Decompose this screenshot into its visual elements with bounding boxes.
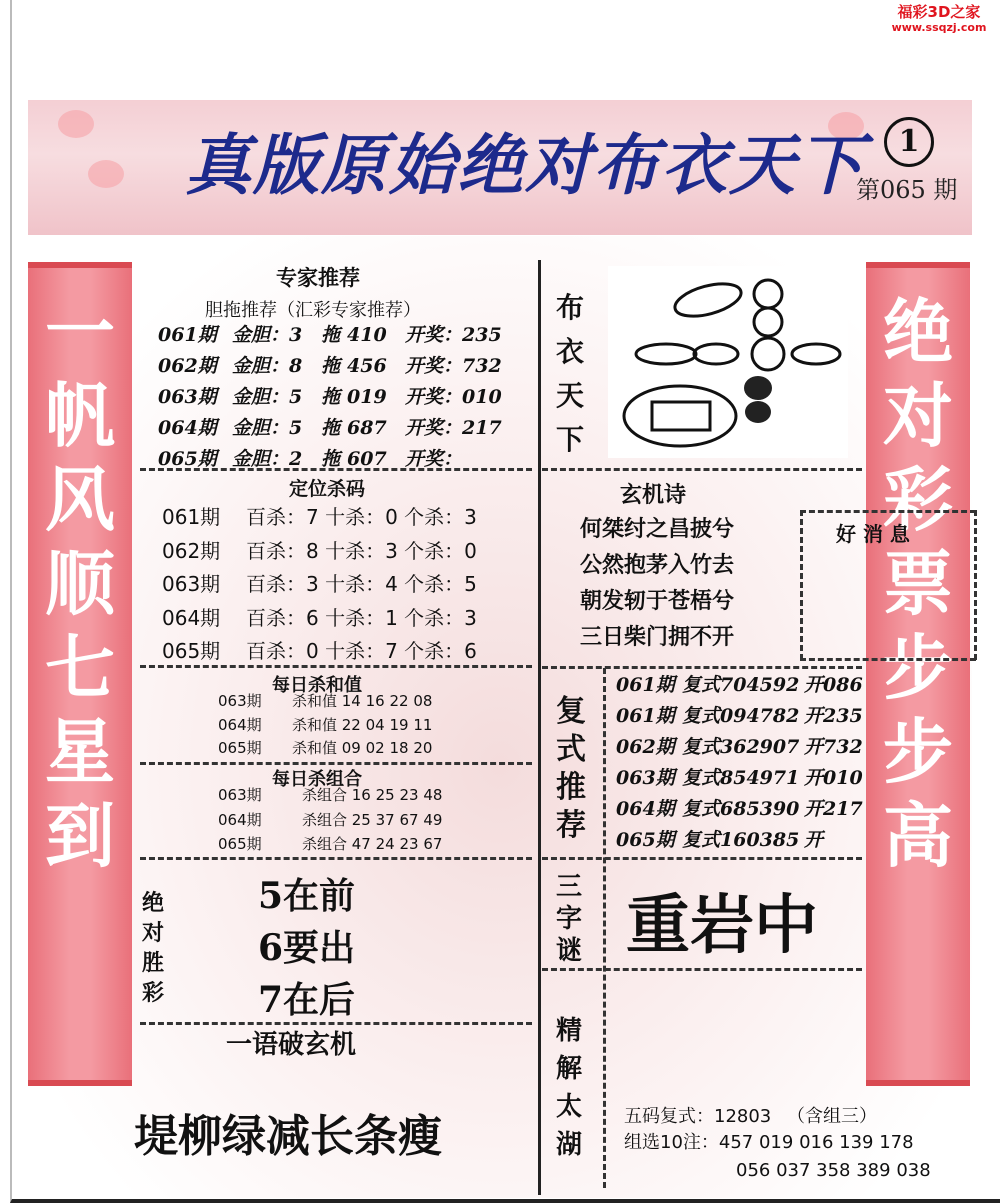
- expert-dan-label: 金胆：: [232, 448, 290, 470]
- daily-combo-heading: 每日杀组合: [272, 769, 362, 790]
- expert-kj-label: 开奖：: [405, 386, 463, 408]
- expert-row: [158, 444, 462, 471]
- couplet-char: 风: [45, 458, 115, 541]
- expert-kj: 235: [462, 324, 502, 346]
- site-name: 福彩3D之家: [897, 3, 981, 21]
- couplet-char: 七: [45, 626, 115, 709]
- expert-dan: 8: [289, 355, 303, 377]
- poem-line: 何桀纣之昌披兮: [580, 516, 735, 542]
- compound-kj-label: 开: [804, 705, 824, 727]
- section-divider: [140, 665, 532, 668]
- vertical-label-char: 下: [556, 423, 585, 456]
- couplet-char: 一: [45, 290, 115, 373]
- pk-values: 百杀：8 十杀：3 个杀：0: [246, 538, 477, 563]
- good-news-border: [800, 510, 803, 660]
- vertical-label-char: 三: [556, 872, 583, 902]
- expert-dan: 5: [289, 386, 303, 408]
- compound-row: [616, 701, 863, 728]
- couplet-char: 彩: [883, 458, 953, 541]
- vertical-label-char: 谜: [556, 936, 583, 966]
- compound-period: 061期: [616, 674, 675, 696]
- section-divider: [542, 857, 862, 860]
- compound-period: 062期: [616, 736, 675, 758]
- couplet-char: 对: [883, 374, 953, 457]
- sure-win-char: 绝: [142, 891, 165, 916]
- compound-kj-label: 开: [804, 736, 824, 758]
- five-code-note: （含组三）: [787, 1106, 877, 1127]
- expert-row: [158, 320, 502, 347]
- small-row-period: 063期: [218, 692, 262, 710]
- pk-period: 064期: [162, 605, 221, 630]
- expert-tuo: 456: [347, 355, 387, 377]
- couplet-char: 到: [45, 794, 115, 877]
- pk-period: 065期: [162, 639, 221, 663]
- small-row-period: 064期: [218, 810, 262, 829]
- expert-dan-label: 金胆：: [232, 417, 290, 439]
- expert-dan: 2: [289, 448, 303, 470]
- pk-period: 061期: [162, 505, 221, 529]
- group-row: [624, 1128, 914, 1154]
- good-news-border: [974, 510, 977, 660]
- compound-nums: 854971: [720, 767, 800, 789]
- expert-kj-label: 开奖：: [405, 324, 463, 346]
- expert-tuo-label: 拖: [321, 386, 341, 408]
- sure-win-line: 7在后: [258, 979, 356, 1021]
- compound-period: 065期: [616, 829, 675, 851]
- group-line-1: 457 019 016 139 178: [718, 1132, 914, 1153]
- left-couplet-text: [28, 290, 132, 878]
- small-row-period: 065期: [218, 835, 262, 853]
- small-row-values: 杀和值 09 02 18 20: [292, 739, 433, 757]
- buyi-picture: [608, 266, 848, 458]
- center-divider: [538, 260, 541, 1195]
- compound-period: 063期: [616, 767, 675, 789]
- five-code-value: 12803: [714, 1106, 772, 1127]
- compound-kj-label: 开: [804, 829, 824, 851]
- pk-values: 百杀：7 十杀：0 个杀：3: [246, 505, 477, 529]
- compound-row: [616, 670, 863, 697]
- lantern-decoration: [58, 110, 94, 138]
- section-divider: [542, 666, 862, 669]
- pk-values: 百杀：3 十杀：4 个杀：5: [246, 572, 477, 596]
- section-divider: [140, 468, 532, 471]
- position-kill-row: [162, 535, 477, 564]
- group-label: 组选10注：: [624, 1132, 719, 1153]
- expert-dan: 3: [289, 324, 303, 346]
- compound-kj-label: 开: [804, 674, 824, 696]
- good-news-border: [800, 658, 976, 661]
- compound-nums: 160385: [720, 829, 800, 851]
- compound-period: 061期: [616, 705, 675, 727]
- sure-win-line: 6要出: [258, 927, 356, 969]
- pk-period: 062期: [162, 538, 221, 563]
- vertical-label-char: 湖: [556, 1130, 583, 1160]
- expert-tuo-label: 拖: [321, 417, 341, 439]
- expert-dan-label: 金胆：: [232, 386, 290, 408]
- couplet-char: 绝: [883, 290, 953, 373]
- sure-win-char: 彩: [142, 981, 165, 1006]
- position-kill-row: [162, 635, 477, 664]
- poem-heading: 玄机诗: [620, 482, 687, 508]
- section-divider: [542, 968, 862, 971]
- compound-row: [616, 732, 863, 759]
- small-row-values: 杀和值 14 16 22 08: [292, 692, 433, 710]
- couplet-char: 步: [883, 626, 953, 709]
- poem-line: 三日柴门拥不开: [580, 624, 735, 650]
- compound-row: [616, 763, 863, 790]
- vertical-label-char: 推: [556, 770, 586, 805]
- issue-label: 第065 期: [856, 176, 958, 204]
- expert-period: 064期: [158, 417, 217, 439]
- expert-kj-label: 开奖：: [405, 448, 463, 470]
- position-kill-row: [162, 602, 477, 631]
- good-news-border: [800, 510, 976, 513]
- vertical-label-char: 太: [556, 1092, 583, 1122]
- five-code-row: [624, 1102, 877, 1128]
- small-row-values: 杀组合 25 37 67 49: [302, 810, 443, 829]
- position-kill-row: [162, 568, 477, 597]
- expert-tuo: 687: [347, 417, 387, 439]
- five-code-label: 五码复式：: [624, 1106, 714, 1127]
- expert-kj-label: 开奖：: [405, 355, 463, 377]
- compound-label-text: 复式: [682, 674, 721, 696]
- compound-kj: 010: [823, 767, 863, 789]
- expert-dan-label: 金胆：: [232, 324, 290, 346]
- compound-kj: 235: [823, 705, 863, 727]
- expert-tuo: 410: [347, 324, 387, 346]
- sure-win-line: 5在前: [258, 875, 356, 917]
- good-news-label: 好 消 息: [836, 522, 910, 546]
- vertical-label-char: 衣: [556, 335, 585, 368]
- compound-kj-label: 开: [804, 798, 824, 820]
- compound-label-text: 复式: [682, 705, 721, 727]
- issue-number-badge: 1: [884, 117, 934, 167]
- couplet-char: 帆: [45, 374, 115, 457]
- section-divider: [542, 468, 862, 471]
- expert-tuo: 607: [347, 448, 387, 470]
- vertical-label-char: 复: [556, 694, 586, 729]
- couplet-char: 步: [883, 710, 953, 793]
- pk-period: 063期: [162, 572, 221, 596]
- position-kill-heading: 定位杀码: [289, 478, 366, 500]
- small-row-period: 063期: [218, 786, 262, 804]
- page-title: 真版原始绝对布衣天下: [185, 126, 865, 204]
- site-url[interactable]: www.ssqzj.com: [891, 21, 987, 34]
- poem-line: 公然抱茅入竹去: [580, 552, 735, 578]
- vertical-label-char: 布: [556, 291, 585, 324]
- pk-values: 百杀：0 十杀：7 个杀：6: [246, 639, 477, 663]
- expert-kj: 217: [462, 417, 502, 439]
- vertical-label-char: 精: [556, 1016, 583, 1046]
- compound-period: 064期: [616, 798, 675, 820]
- left-couplet-banner: [28, 262, 132, 1086]
- expert-period: 061期: [158, 324, 217, 346]
- compound-label-text: 复式: [682, 767, 721, 789]
- compound-kj: 732: [823, 736, 863, 758]
- expert-tuo-label: 拖: [321, 355, 341, 377]
- expert-dan-label: 金胆：: [232, 355, 290, 377]
- expert-tuo-label: 拖: [321, 324, 341, 346]
- couplet-char: 高: [883, 794, 953, 877]
- poem-line: 朝发轫于苍梧兮: [580, 588, 735, 614]
- expert-row: [158, 413, 502, 440]
- compound-row: [616, 794, 863, 821]
- group-line-2: 056 037 358 389 038: [736, 1160, 931, 1181]
- expert-kj: 010: [462, 386, 502, 408]
- expert-tuo: 019: [347, 386, 387, 408]
- small-row-period: 065期: [218, 739, 262, 757]
- section-divider: [140, 857, 532, 860]
- expert-period: 063期: [158, 386, 217, 408]
- expert-row: [158, 382, 502, 409]
- expert-kj-label: 开奖：: [405, 417, 463, 439]
- compound-nums: 704592: [720, 674, 800, 696]
- small-row-values: 杀组合 16 25 23 48: [302, 786, 443, 804]
- ovals-drawing: [608, 266, 848, 458]
- compound-kj: 217: [823, 798, 863, 820]
- small-row-values: 杀组合 47 24 23 67: [302, 835, 443, 853]
- expert-subheading: 胆拖推荐（汇彩专家推荐）: [205, 300, 421, 321]
- sure-win-char: 胜: [142, 951, 165, 976]
- compound-nums: 094782: [720, 705, 800, 727]
- pk-values: 百杀：6 十杀：1 个杀：3: [246, 605, 477, 630]
- compound-label-text: 复式: [682, 798, 721, 820]
- vertical-label-char: 荐: [556, 808, 586, 843]
- compound-kj-label: 开: [804, 767, 824, 789]
- expert-kj: 732: [462, 355, 502, 377]
- compound-row: [616, 825, 823, 852]
- position-kill-row: [162, 501, 477, 530]
- vertical-label-char: 字: [556, 904, 583, 934]
- couplet-char: 票: [883, 542, 953, 625]
- lantern-decoration: [88, 160, 124, 188]
- sure-win-char: 对: [142, 921, 165, 946]
- compound-kj: 086: [823, 674, 863, 696]
- expert-dan: 5: [289, 417, 303, 439]
- three-riddle-answer: 重岩中: [626, 888, 818, 963]
- vertical-label-char: 解: [556, 1054, 583, 1084]
- small-row-values: 杀和值 22 04 19 11: [292, 715, 433, 734]
- riddle-heading: 一语破玄机: [226, 1030, 357, 1060]
- site-watermark[interactable]: [880, 4, 998, 36]
- compound-label-text: 复式: [682, 736, 721, 758]
- right-inner-divider: [603, 668, 606, 1188]
- expert-heading: 专家推荐: [276, 265, 360, 290]
- couplet-char: 星: [45, 710, 115, 793]
- expert-row: [158, 351, 502, 378]
- compound-label-text: 复式: [682, 829, 721, 851]
- compound-nums: 362907: [720, 736, 800, 758]
- riddle-text: 堤柳绿减长条瘦: [134, 1111, 442, 1162]
- compound-nums: 685390: [720, 798, 800, 820]
- daily-sum-heading: 每日杀和值: [272, 675, 362, 696]
- expert-period: 065期: [158, 448, 217, 470]
- vertical-label-char: 式: [556, 732, 586, 767]
- right-couplet-text: [866, 290, 970, 878]
- couplet-char: 顺: [45, 542, 115, 625]
- expert-period: 062期: [158, 355, 217, 377]
- small-row-period: 064期: [218, 715, 262, 734]
- right-couplet-banner: [866, 262, 970, 1086]
- expert-tuo-label: 拖: [321, 448, 341, 470]
- vertical-label-char: 天: [556, 379, 585, 412]
